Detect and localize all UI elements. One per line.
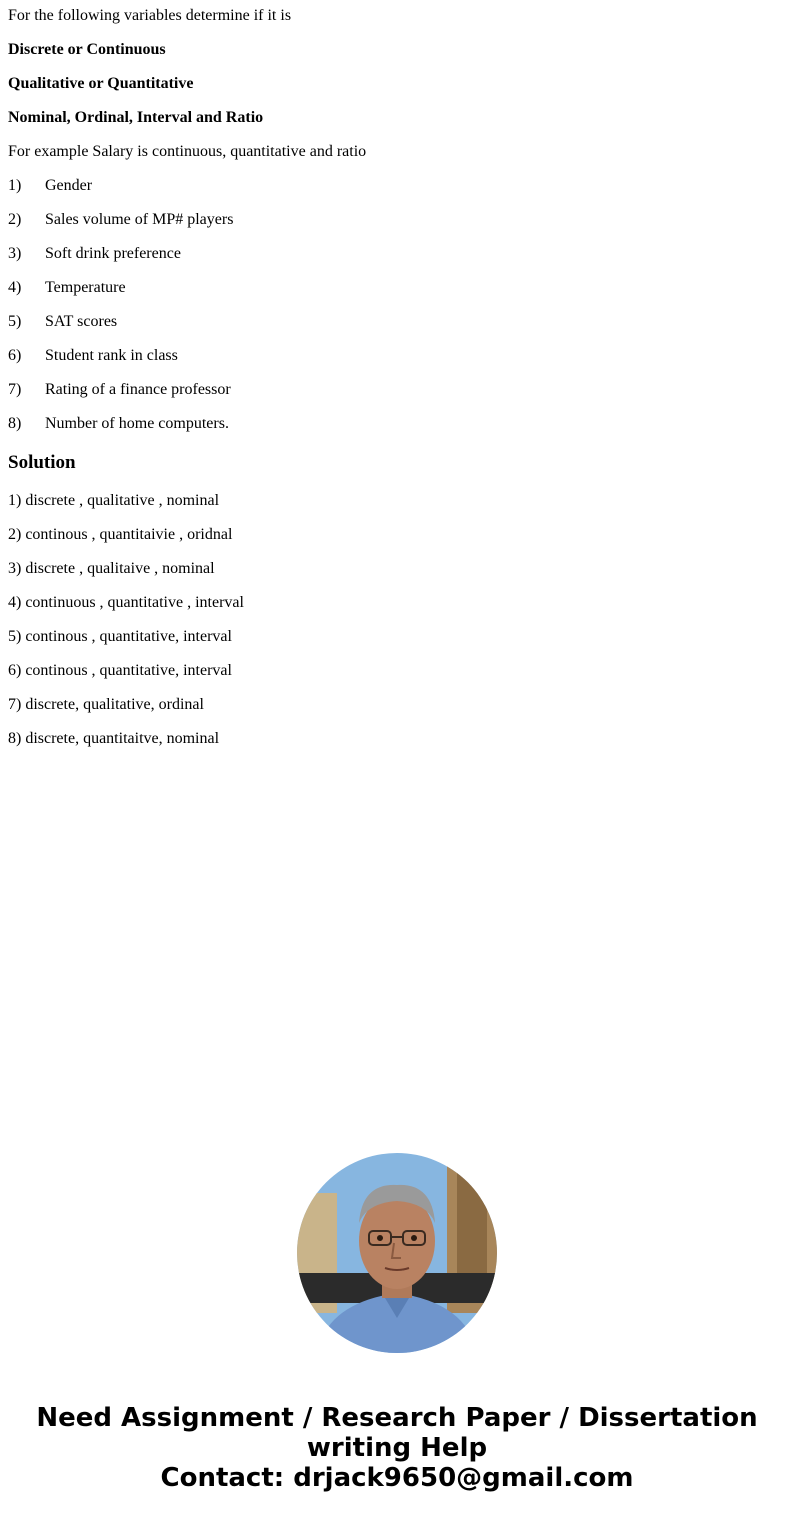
question-item (8, 415, 229, 433)
question-example: For example Salary is continuous, quantitative and ratio (8, 143, 367, 160)
question-item (8, 347, 178, 365)
question-item-number: 4) (8, 279, 22, 296)
question-item (8, 381, 231, 399)
question-item-number: 8) (8, 415, 22, 432)
question-item-text: Rating of a finance professor (45, 381, 231, 398)
criteria-discrete-continuous: Discrete or Continuous (8, 41, 166, 58)
question-item-number: 1) (8, 177, 22, 194)
solution-answer: 3) discrete , qualitaive , nominal (8, 560, 215, 577)
solution-answer: 7) discrete, qualitative, ordinal (8, 696, 204, 713)
criteria-measurement-levels: Nominal, Ordinal, Interval and Ratio (8, 109, 264, 126)
question-item (8, 279, 126, 297)
footer-contact: Contact: drjack9650@gmail.com (160, 1463, 634, 1493)
question-item-number: 2) (8, 211, 22, 228)
solution-answer: 6) continous , quantitative, interval (8, 662, 232, 679)
footer-line-writing: writing Help (306, 1433, 488, 1463)
question-item-number: 5) (8, 313, 22, 330)
question-item-text: Temperature (45, 279, 126, 296)
question-item-text: Number of home computers. (45, 415, 229, 432)
question-item-text: SAT scores (45, 313, 118, 330)
question-item-text: Soft drink preference (45, 245, 181, 262)
question-item (8, 177, 92, 195)
question-item (8, 245, 181, 263)
criteria-qualitative-quantitative: Qualitative or Quantitative (8, 75, 194, 92)
avatar-portrait-image (297, 1153, 497, 1353)
question-item-number: 7) (8, 381, 22, 398)
footer-promo (0, 1403, 794, 1493)
question-item (8, 313, 117, 331)
question-intro: For the following variables determine if it is (8, 7, 292, 24)
question-item-number: 6) (8, 347, 22, 364)
solution-answer: 5) continous , quantitative, interval (8, 628, 232, 645)
question-item-text: Sales volume of MP# players (45, 211, 234, 228)
question-item (8, 211, 233, 229)
solution-answer: 2) continous , quantitaivie , oridnal (8, 526, 233, 543)
question-item-number: 3) (8, 245, 22, 262)
question-item-text: Student rank in class (45, 347, 178, 364)
solution-heading: Solution (8, 452, 76, 473)
footer-line-help: Need Assignment / Research Paper / Dissertation (36, 1403, 758, 1433)
solution-answer: 8) discrete, quantitaitve, nominal (8, 730, 220, 747)
solution-answer: 1) discrete , qualitative , nominal (8, 492, 220, 509)
solution-answer: 4) continuous , quantitative , interval (8, 594, 244, 611)
avatar (297, 1153, 497, 1353)
question-item-text: Gender (45, 177, 93, 194)
